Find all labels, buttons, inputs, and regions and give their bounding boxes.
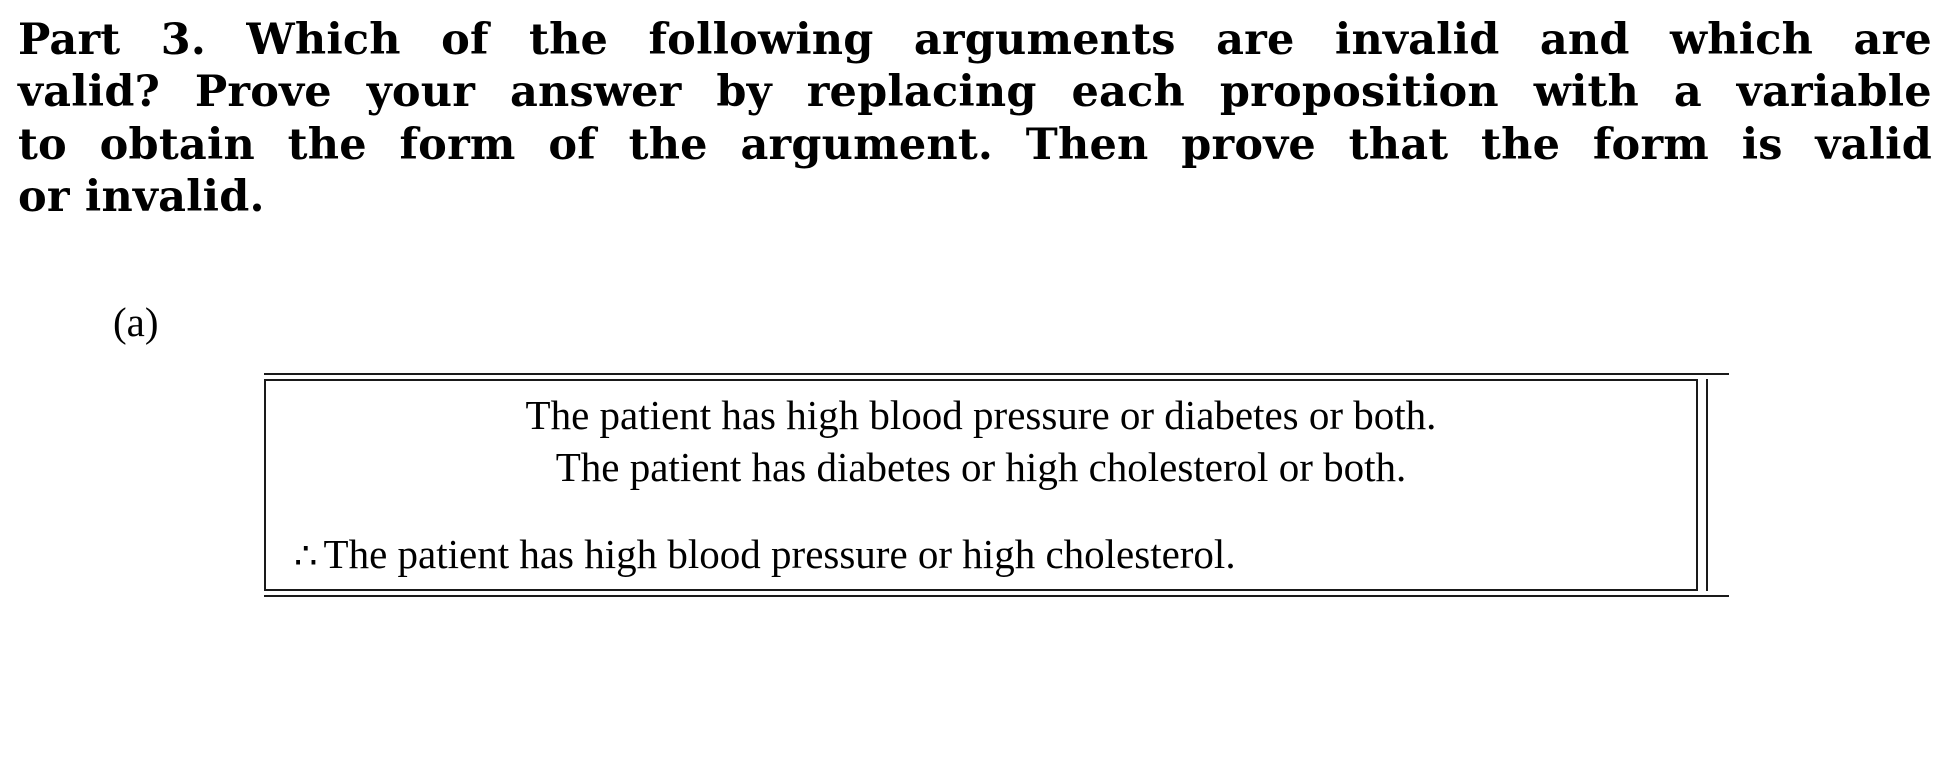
instructions-line-1	[18, 14, 1932, 66]
word: the	[628, 119, 708, 170]
instructions-line-3	[18, 119, 1932, 171]
word: by	[716, 67, 772, 118]
therefore-icon: ∴	[294, 533, 318, 577]
instructions-line-4: or invalid.	[18, 172, 265, 223]
word: replacing	[806, 67, 1037, 118]
argument-outer-rule-top	[264, 373, 1729, 375]
word: valid	[1815, 119, 1932, 170]
premise-2: The patient has diabetes or high cholesterol or both.	[555, 444, 1407, 491]
word: the	[529, 15, 609, 65]
word: that	[1348, 119, 1449, 170]
argument-conclusion	[266, 530, 1696, 579]
word: is	[1741, 119, 1783, 170]
word: invalid	[1334, 15, 1500, 65]
word: following	[648, 15, 874, 65]
word: form	[399, 119, 516, 170]
problem-a	[18, 298, 1934, 597]
argument-premises	[266, 389, 1696, 494]
word: Which	[246, 15, 401, 65]
word: obtain	[99, 119, 255, 170]
word: to	[18, 119, 67, 170]
word: a	[1673, 67, 1702, 118]
word: arguments	[913, 15, 1176, 65]
word: are	[1853, 15, 1932, 65]
word: valid?	[18, 67, 160, 118]
word: argument.	[740, 119, 994, 170]
word: Then	[1025, 119, 1149, 170]
word: form	[1592, 119, 1709, 170]
word: with	[1533, 67, 1640, 118]
argument-outer-rule-bottom	[264, 595, 1729, 597]
word: 3.	[160, 15, 207, 65]
word: each	[1071, 67, 1185, 118]
instructions-line-2	[18, 66, 1932, 118]
problem-label-a: (a)	[113, 298, 159, 345]
word: the	[1481, 119, 1561, 170]
word: prove	[1181, 119, 1316, 170]
argument-block-a	[264, 373, 1729, 597]
word: are	[1216, 15, 1295, 65]
word: and	[1539, 15, 1630, 65]
word: proposition	[1219, 67, 1499, 118]
premise-1: The patient has high blood pressure or diabetes or both.	[525, 391, 1437, 438]
word: variable	[1736, 67, 1932, 118]
word: of	[548, 119, 596, 170]
word: the	[287, 119, 367, 170]
instructions-paragraph	[18, 14, 1934, 224]
word: your	[366, 67, 476, 118]
argument-spacer	[266, 494, 1696, 530]
word: of	[441, 15, 489, 65]
word: Part	[18, 15, 121, 65]
word: which	[1670, 15, 1814, 65]
word: answer	[509, 67, 682, 118]
conclusion-text: The patient has high blood pressure or high cholesterol.	[323, 530, 1236, 577]
word: Prove	[194, 67, 332, 118]
argument-inner-box	[264, 379, 1698, 591]
